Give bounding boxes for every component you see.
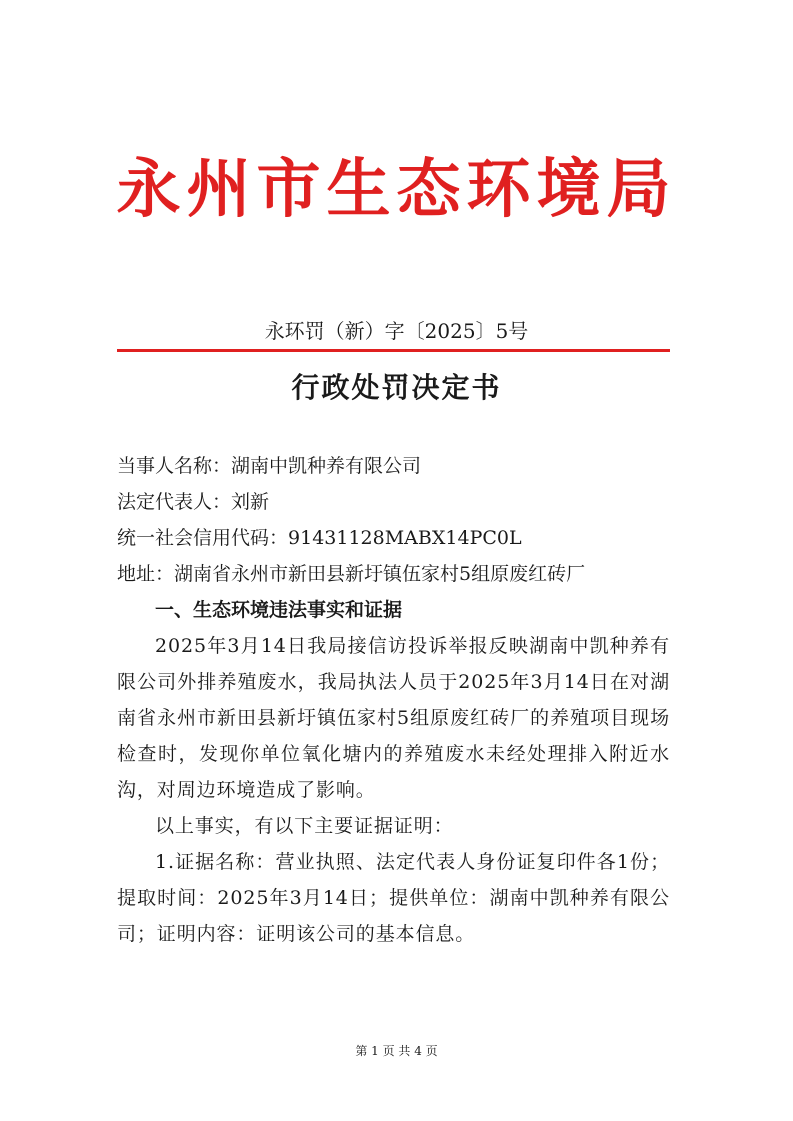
party-name-value: 湖南中凯种养有限公司: [231, 455, 422, 477]
page-footer: 第 1 页 共 4 页: [355, 1044, 438, 1058]
credit-code-line: [117, 520, 670, 556]
document-title: 行政处罚决定书: [291, 371, 502, 404]
legal-representative-label: 法定代表人：: [117, 491, 232, 513]
party-name-label: 当事人名称：: [117, 455, 232, 477]
party-name-line: [117, 448, 670, 484]
red-divider-line: [117, 349, 670, 352]
paragraph-evidence-1: 1.证据名称：营业执照、法定代表人身份证复印件各1份；提取时间：2025年3月14日；提供单位：湖南中凯种养有限公司；证明内容：证明该公司的基本信息。: [117, 851, 670, 945]
paragraph-facts: 2025年3月14日我局接信访投诉举报反映湖南中凯种养有限公司外排养殖废水，我局执法人员于2025年3月14日在对湖南省永州市新田县新圩镇伍家村5组原废红砖厂的养殖项目现场检查时，发现你单位氧化塘内的养殖废水未经处理排入附近水沟，对周边环境造成了影响。: [117, 635, 670, 801]
document-number: 永环罚（新）字〔2025〕5号: [264, 319, 529, 343]
legal-representative-line: [117, 484, 670, 520]
document-body: [117, 448, 670, 952]
section-heading-violation-facts: 一、生态环境违法事实和证据: [155, 599, 403, 621]
address-label: 地址：: [117, 563, 175, 585]
credit-code-value: 91431128MABX14PC0L: [288, 527, 522, 549]
address-line: [117, 556, 670, 592]
credit-code-label: 统一社会信用代码：: [117, 527, 289, 549]
issuing-authority-masthead: 永州市生态环境局: [116, 152, 677, 227]
paragraph-evidence-intro: 以上事实，有以下主要证据证明：: [155, 815, 454, 837]
address-value: 湖南省永州市新田县新圩镇伍家村5组原废红砖厂: [174, 563, 586, 585]
legal-representative-value: 刘新: [231, 491, 270, 513]
